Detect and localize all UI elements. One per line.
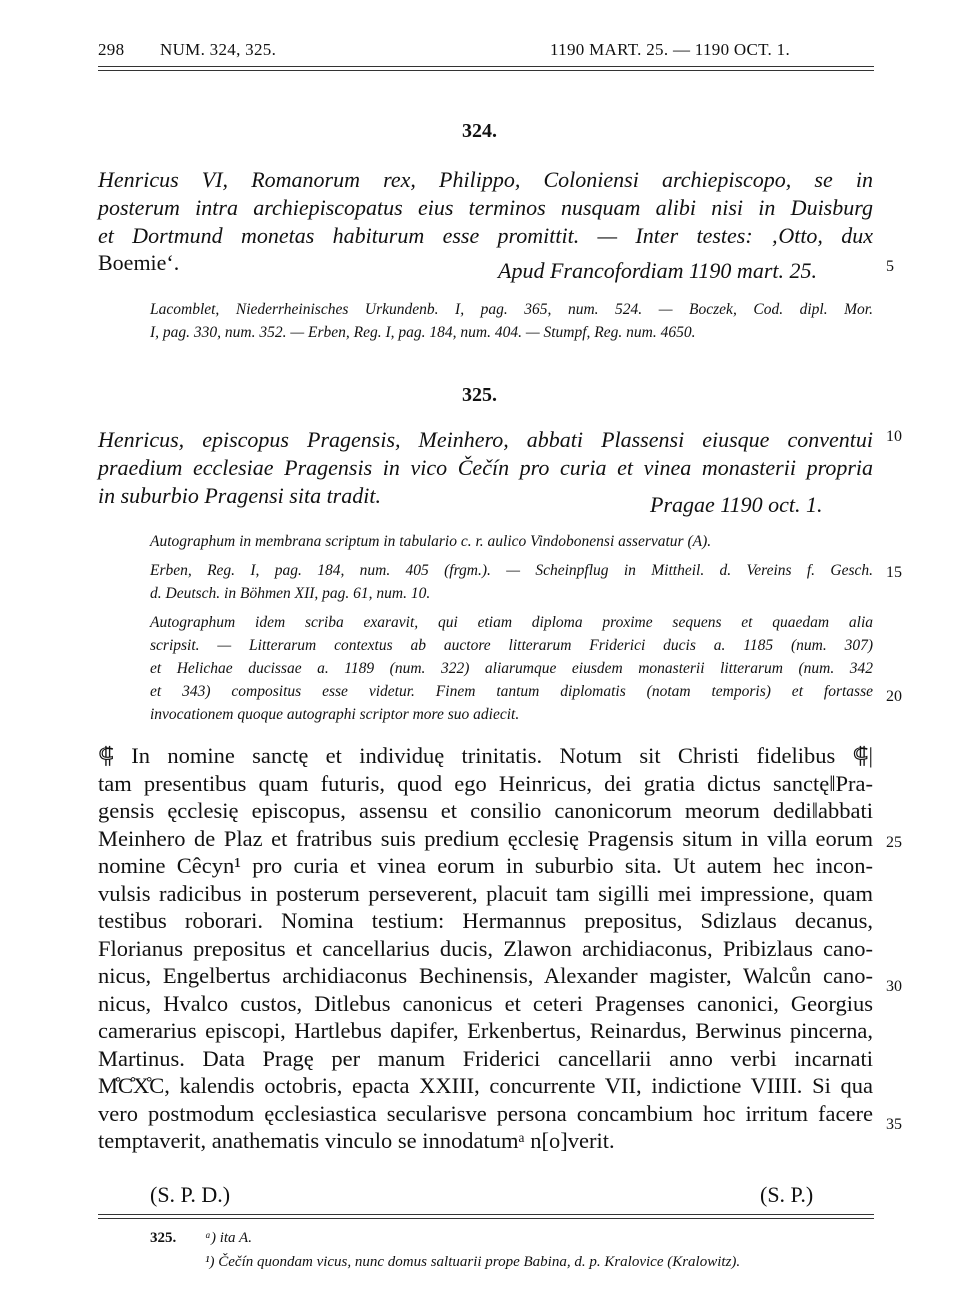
text-line: Florianus prepositus et cancellarius ducis, Zlawon archidiaconus, Pribizlaus cano- — [98, 935, 873, 961]
header-rule-second — [98, 70, 874, 71]
source-line: Autographum in membrana scriptum in tabulario c. r. aulico Vindobonensi asservatur (A). — [150, 533, 712, 550]
header-date-range: 1190 MART. 25. — 1190 OCT. 1. — [550, 40, 791, 59]
header-rule — [98, 66, 874, 67]
source-line: et Helichae ducissae a. 1189 (num. 322) aliarumque eiusdem monasterii litterarum (num. 342 — [150, 660, 873, 677]
doc-324-number: 324. — [462, 120, 497, 142]
text-line: vulsis radicibus in posterum perseverent, placuit tam sigilli mei impressione, quam — [98, 880, 873, 906]
footnote-rule-second — [98, 1218, 874, 1219]
text-line: nicus, Hvalco custos, Ditlebus canonicus et ceteri Pragenses canonici, Georgius — [98, 990, 873, 1016]
line-number: 20 — [886, 688, 902, 705]
source-line: Autographum idem scriba exaravit, qui etiam diploma proxime sequens et quaedam alia — [150, 614, 873, 631]
regest-line: Henricus VI, Romanorum rex, Philippo, Coloniensi archiepiscopo, se in — [98, 167, 873, 192]
regest-line: et Dortmund monetas habiturum esse promittit. — Inter testes: ‚Otto, dux — [98, 223, 873, 248]
source-line: invocationem quoque autographi scriptor more suo adiecit. — [150, 706, 520, 723]
source-line: scripsit. — Litterarum contextus ab auctore litterarum Friderici ducis a. 1185 (num. 307) — [150, 637, 873, 654]
regest-line: Henricus, episcopus Pragensis, Meinhero, abbati Plassensi eiusque conventui — [98, 427, 873, 452]
seal-right: (S. P.) — [760, 1182, 814, 1207]
regest-line: praedium ecclesiae Pragensis in vico Čečín pro curia et vinea monasterii propria — [98, 455, 873, 480]
doc-324-regest — [98, 166, 873, 250]
text-line: Martinus. Data Pragę per manum Friderici cancellarii anno verbi incarnati — [98, 1045, 873, 1071]
footnote-1: ¹) Čečín quondam vicus, nunc domus saltuarii prope Babina, d. p. Kralovice (Kralowitz). — [205, 1254, 741, 1270]
line-number: 10 — [886, 428, 902, 445]
doc-324-sources — [150, 298, 873, 344]
doc-325-source-notes — [150, 530, 873, 726]
footnote-ref: 325. — [150, 1230, 177, 1246]
line-number: 35 — [886, 1116, 902, 1133]
text-line: nomine Cêcyn¹ pro curia et vinea eorum in suburbio sita. Ut autem hec incon- — [98, 853, 873, 878]
text-line: gensis ęcclesię episcopus, assensu et consilio canonicorum meorum dedi‖abbati — [98, 798, 873, 823]
text-line: M̊C̊X̊C, kalendis octobris, epacta XXIII, concurrente VII, indictione VIIII. Si qua — [98, 1073, 873, 1098]
source-line: d. Deutsch. in Böhmen XII, pag. 61, num. 10. — [150, 585, 431, 602]
text-line: ⸿ In nomine sanctę et individuę trinitatis. Notum sit Christi fidelibus ⸿| — [98, 743, 873, 768]
doc-325-number: 325. — [462, 384, 497, 406]
text-line: camerarius episcopi, Hartlebus dapifer, Erkenbertus, Reinardus, Berwinus pincerna, — [98, 1018, 873, 1043]
source-line: I, pag. 330, num. 352. — Erben, Reg. I, pag. 184, num. 404. — Stumpf, Reg. num. 4650. — [150, 324, 696, 341]
regest-line: Boemie‘. — [98, 250, 180, 275]
text-line: tam presentibus quam futuris, quod ego Heinricus, dei gratia dictus sanctę‖Pra- — [98, 770, 873, 796]
doc-325-place-date: Pragae 1190 oct. 1. — [650, 492, 823, 517]
doc-325-charter-text — [98, 742, 873, 1155]
text-line: testibus roborari. Nomina testium: Hermannus prepositus, Sdizlaus decanus, — [98, 908, 873, 933]
text-line: Meinhero de Plaz et fratribus suis predium ęcclesię Pragensis situm in villa eorum — [98, 825, 873, 851]
source-line: Erben, Reg. I, pag. 184, num. 405 (frgm.). — Scheinpflug in Mittheil. d. Vereins f. Gesch. — [150, 562, 873, 579]
line-number: 30 — [886, 978, 902, 995]
text-line: nicus, Engelbertus archidiaconus Bechinensis, Alexander magister, Walcůn cano- — [98, 963, 873, 988]
header-doc-numbers: NUM. 324, 325. — [160, 40, 277, 59]
source-line: Lacomblet, Niederrheinisches Urkundenb. I, pag. 365, num. 524. — Boczek, Cod. dipl. Mor. — [150, 301, 873, 318]
line-number: 25 — [886, 834, 902, 851]
regest-line: posterum intra archiepiscopatus eius terminos nusquam alibi nisi in Duisburg — [98, 195, 873, 220]
source-line: et 343) compositus esse videtur. Finem tantum diplomatis (notam temporis) et fortasse — [150, 683, 873, 700]
doc-324-place-date: Apud Francofordiam 1190 mart. 25. — [498, 258, 817, 283]
footnote-a: ᵃ) ita A. — [205, 1230, 252, 1246]
line-number: 15 — [886, 564, 902, 581]
regest-line: in suburbio Pragensi sita tradit. — [98, 483, 381, 508]
footnote-rule — [98, 1214, 874, 1215]
text-line: temptaverit, anathematis vinculo se innodatumᵃ n[o]verit. — [98, 1128, 615, 1153]
seal-left: (S. P. D.) — [150, 1182, 231, 1207]
line-number: 5 — [886, 258, 894, 275]
text-line: vero postmodum ęcclesiastica secularisve persona concambium hoc irritum facere — [98, 1100, 873, 1126]
page-number: 298 — [98, 40, 125, 59]
